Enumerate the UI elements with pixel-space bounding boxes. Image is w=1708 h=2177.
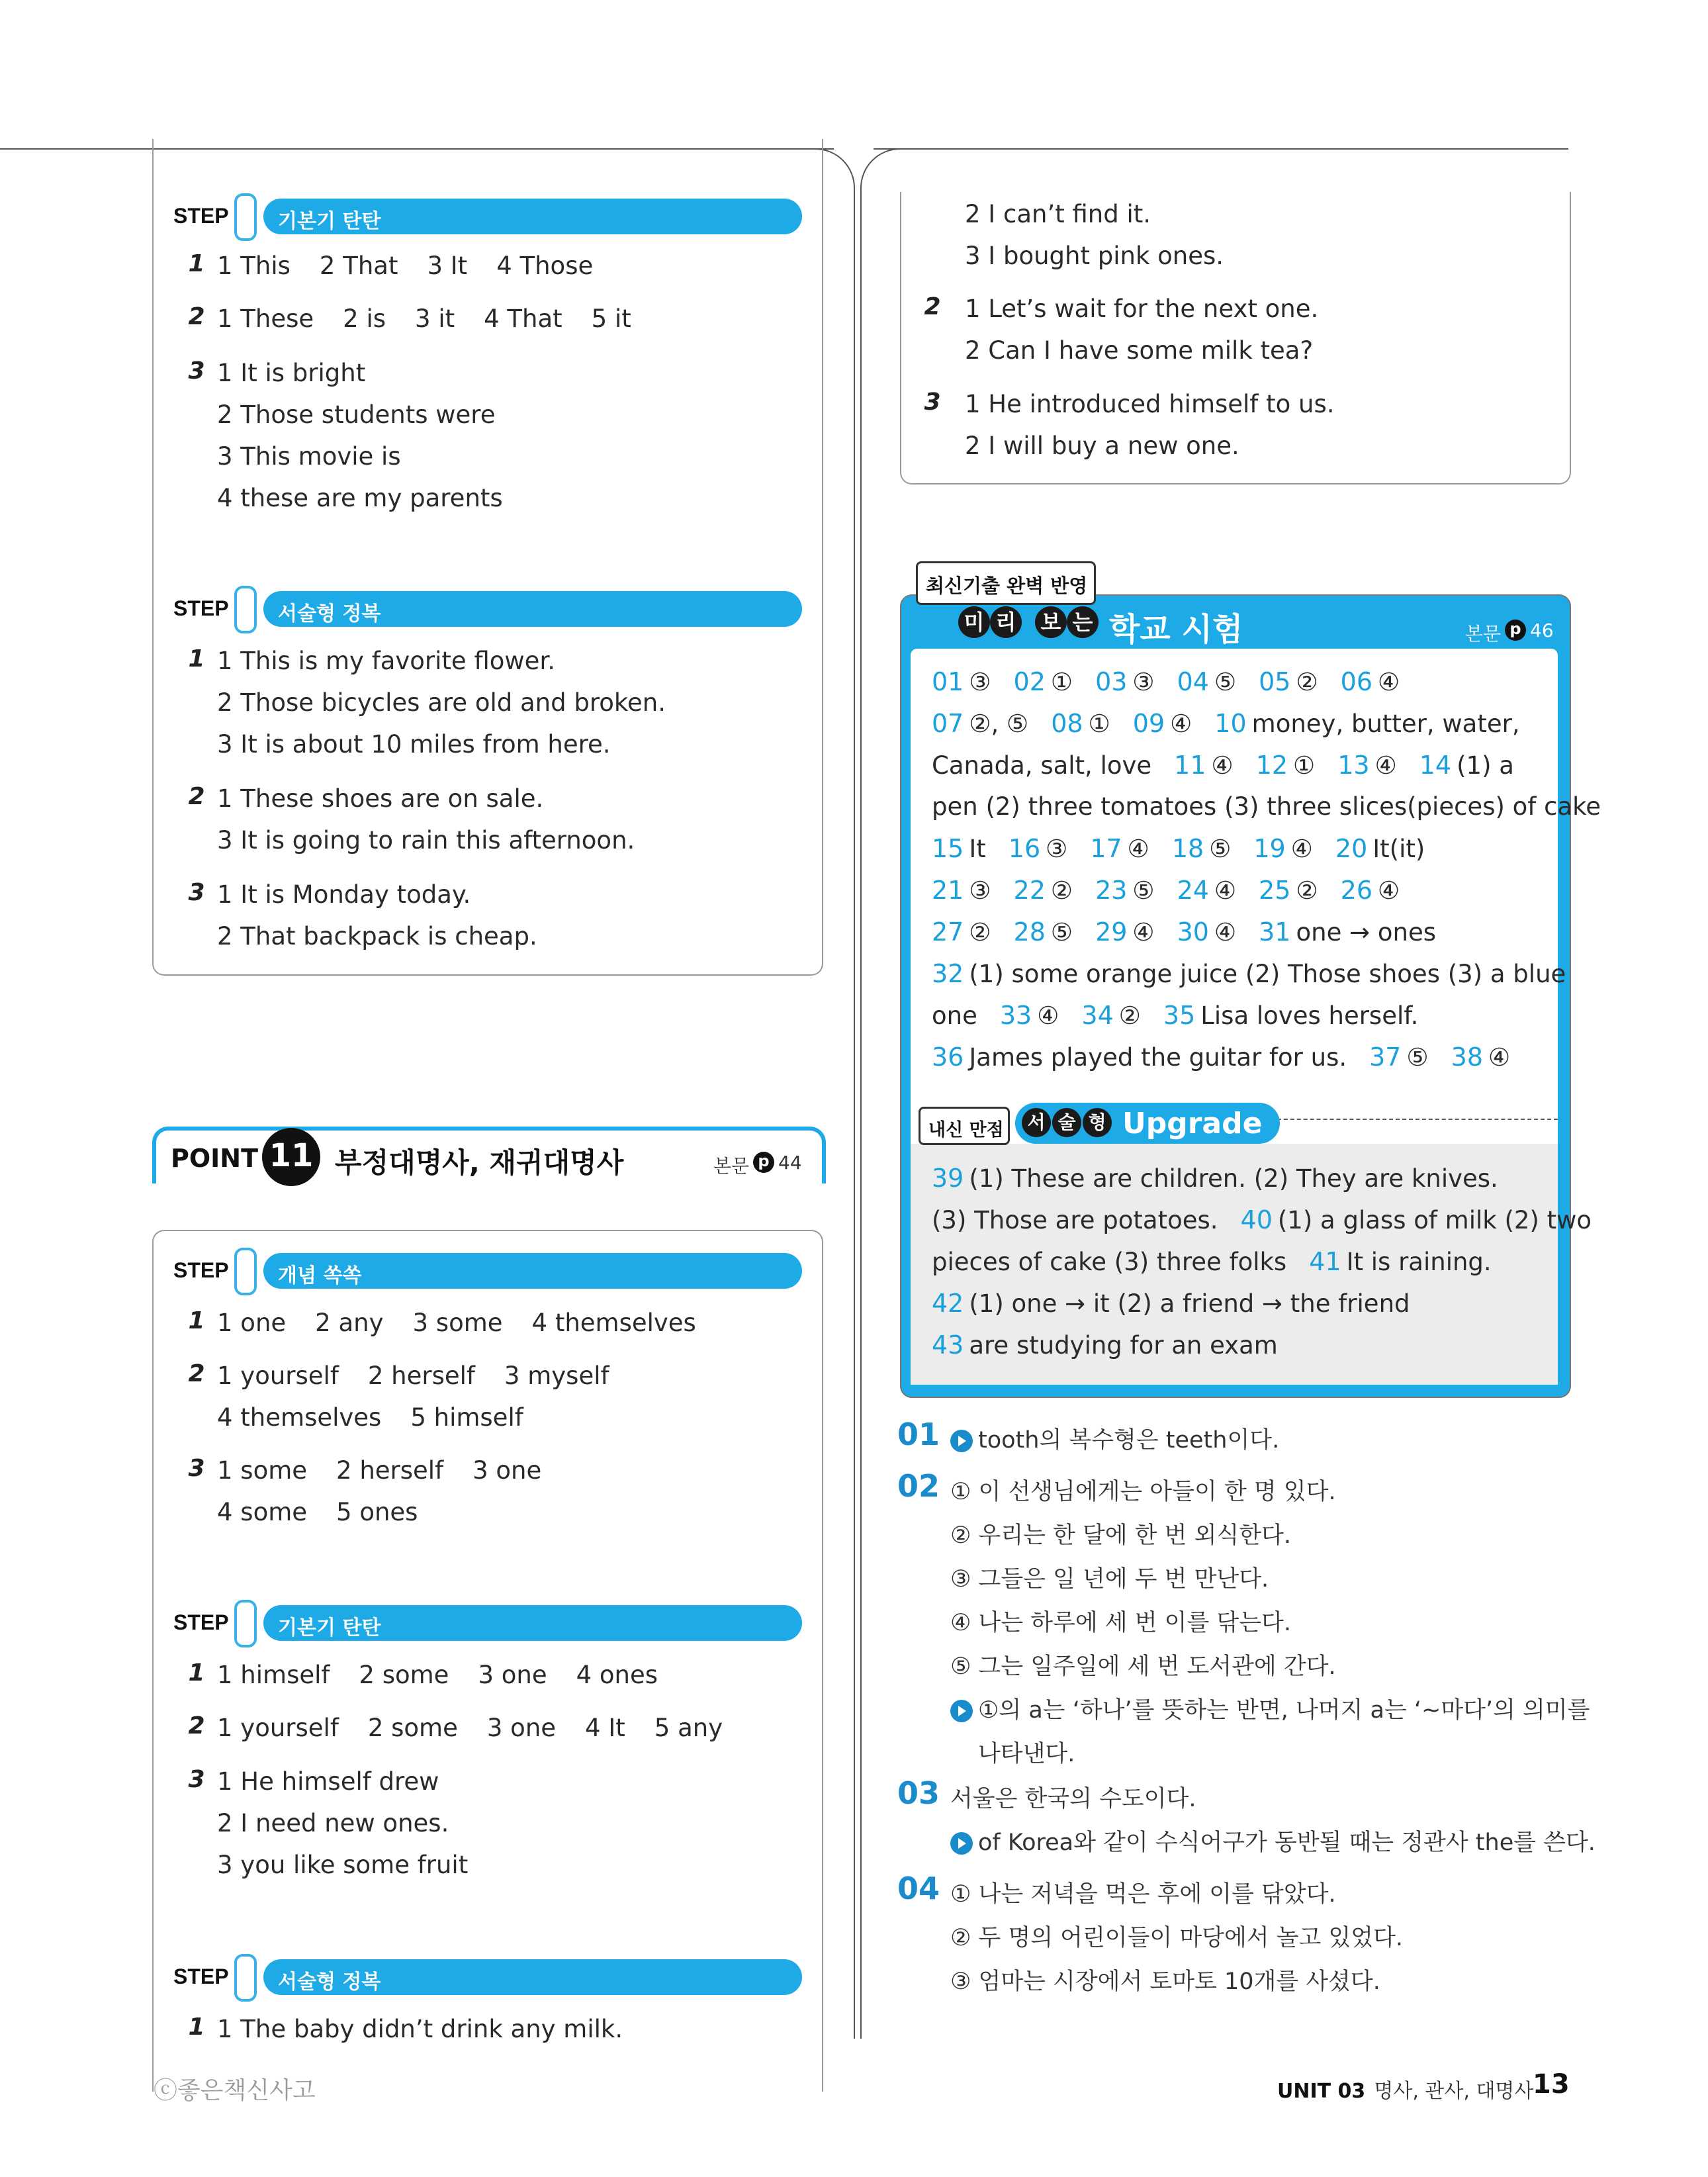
- answer-value: ②, ⑤: [969, 710, 1029, 738]
- answer-value: ②: [1296, 876, 1318, 905]
- answer-number: 30: [1177, 917, 1209, 947]
- step-label: STEP: [173, 1610, 229, 1634]
- spine-line-right: [860, 199, 862, 2039]
- answer-value: ④: [1170, 710, 1192, 738]
- answer-number: 33: [999, 1001, 1032, 1030]
- upgrade-chip: 서: [1022, 1108, 1051, 1137]
- answer-line: 2 I need new ones.: [217, 1809, 449, 1837]
- answer-row: [932, 751, 1514, 780]
- answer-number: 18: [1171, 834, 1204, 863]
- explain-number: 04: [897, 1871, 940, 1906]
- question-number-1: 1: [188, 250, 205, 277]
- answer-item: 4 ones: [576, 1661, 658, 1689]
- explain-note: [950, 1692, 1590, 1725]
- step-b-header-1: [173, 199, 802, 234]
- question-number-2: 2: [188, 1360, 205, 1387]
- step-letter-icon: [234, 586, 257, 633]
- answer-item: 1 These: [217, 304, 314, 333]
- step-letter-icon: [234, 1248, 257, 1295]
- answer-value: ④: [1211, 751, 1234, 780]
- step-title: 개념 쏙쏙: [278, 1264, 362, 1287]
- top-rule-right: [874, 148, 1568, 150]
- step-c-header-2: [173, 1959, 802, 1995]
- answer-item: 5 himself: [410, 1403, 523, 1432]
- answer-value: ①: [1050, 668, 1073, 696]
- answer-value: James played the guitar for us.: [969, 1043, 1347, 1072]
- answer-value: one → ones: [1296, 918, 1436, 947]
- answer-row: [932, 834, 1425, 863]
- upgrade-title-bar: [1015, 1103, 1280, 1144]
- answer-number: 39: [932, 1164, 964, 1193]
- answer-row: [932, 1042, 1510, 1072]
- answer-row: [932, 1330, 1278, 1360]
- answer-number: 19: [1253, 834, 1286, 863]
- answer-number: 13: [1337, 751, 1370, 780]
- question-number-2: 2: [188, 1712, 205, 1739]
- answer-number: 14: [1419, 751, 1452, 780]
- answer-value: (1) a: [1457, 751, 1514, 780]
- answer-number: 34: [1081, 1001, 1114, 1030]
- step-title-bar: [263, 1959, 802, 1995]
- question-number-1: 1: [188, 2014, 205, 2041]
- answer-row: [932, 1164, 1498, 1193]
- answer-row: [932, 1001, 1418, 1030]
- answer-item: 5 it: [591, 304, 631, 333]
- explain-line: ③ 그들은 일 년에 두 번 만난다.: [950, 1566, 1269, 1593]
- answer-value: (1) a glass of milk (2) two: [1277, 1206, 1592, 1234]
- note-arrow-icon: [950, 1832, 973, 1855]
- answer-number: 32: [932, 959, 964, 988]
- answer-number: 38: [1451, 1042, 1484, 1072]
- answer-value: pieces of cake (3) three folks: [932, 1248, 1287, 1276]
- answer-item: 2 any: [315, 1309, 384, 1337]
- answer-row: [932, 709, 1520, 738]
- answer-number: 05: [1259, 667, 1291, 696]
- answer-item: 1 some: [217, 1456, 308, 1485]
- answer-number: 25: [1259, 876, 1291, 905]
- answer-line: 1 It is bright: [217, 359, 366, 387]
- explain-number: 03: [897, 1775, 940, 1811]
- answer-number: 06: [1340, 667, 1373, 696]
- answer-value: ②: [969, 918, 991, 947]
- explain-note-cont: 나타낸다.: [978, 1741, 1075, 1767]
- answer-line: 2 Those bicycles are old and broken.: [217, 688, 666, 717]
- answer-item: 4 Those: [496, 252, 594, 280]
- answer-item: 5 any: [654, 1714, 723, 1742]
- upgrade-dashed-line: [1257, 1119, 1558, 1120]
- answer-value: ⑤: [1209, 835, 1232, 863]
- answer-row: [932, 876, 1400, 905]
- answer-item: 4 That: [484, 304, 562, 333]
- step-c-header-1: [173, 591, 802, 627]
- answer-number: 29: [1095, 917, 1128, 947]
- answer-value: (1) one → it (2) a friend → the friend: [969, 1289, 1410, 1318]
- answer-number: 07: [932, 709, 964, 738]
- answer-number: 42: [932, 1289, 964, 1318]
- answer-number: 41: [1309, 1247, 1341, 1276]
- answer-number: 20: [1335, 834, 1368, 863]
- answer-item: 3 It: [427, 252, 468, 280]
- answer-line: 2 Can I have some milk tea?: [965, 336, 1314, 365]
- answer-value: It(it): [1372, 835, 1425, 863]
- answer-item: 3 some: [412, 1309, 503, 1337]
- unit-title: 명사, 관사, 대명사: [1374, 2080, 1534, 2103]
- note-text: ①의 a는 ‘하나’를 뜻하는 반면, 나머지 a는 ‘~마다’의 의미를: [978, 1697, 1590, 1724]
- answer-row: [217, 1309, 696, 1337]
- point-title: 부정대명사, 재귀대명사: [335, 1146, 624, 1179]
- step-b-header-2: [173, 1605, 802, 1641]
- answer-item: 2 herself: [367, 1362, 475, 1390]
- footer-unit: [1277, 2074, 1533, 2104]
- answer-number: 23: [1095, 876, 1128, 905]
- answer-line: 2 I can’t find it.: [965, 200, 1151, 228]
- question-number-2: 2: [188, 783, 205, 810]
- step-title-bar: [263, 591, 802, 627]
- answer-value: ④: [1132, 918, 1155, 947]
- step-label: STEP: [173, 1965, 229, 1988]
- answer-number: 24: [1177, 876, 1209, 905]
- answer-number: 31: [1259, 917, 1291, 947]
- answer-value: ①: [1088, 710, 1110, 738]
- answer-number: 35: [1163, 1001, 1196, 1030]
- answer-item: 4 themselves: [217, 1403, 382, 1432]
- step-letter-icon: [234, 193, 257, 241]
- answer-item: 1 This: [217, 252, 291, 280]
- answer-row: [217, 1362, 609, 1390]
- point-header: [152, 1127, 821, 1182]
- answer-line: 3 I bought pink ones.: [965, 242, 1224, 270]
- question-number-1: 1: [188, 1307, 205, 1334]
- answer-item: 2 is: [343, 304, 386, 333]
- answer-value: ④: [1214, 876, 1237, 905]
- answer-value: ③: [1046, 835, 1068, 863]
- page-number: 13: [1533, 2069, 1570, 2100]
- answer-number: 09: [1132, 709, 1165, 738]
- answer-line: 1 He himself drew: [217, 1767, 439, 1796]
- explain-line: ④ 나는 하루에 세 번 이를 닦는다.: [950, 1610, 1291, 1636]
- explain-note: [950, 1422, 1279, 1455]
- step-title-bar: [263, 199, 802, 234]
- note-arrow-icon: [950, 1700, 973, 1722]
- answer-item: 2 That: [319, 252, 398, 280]
- answer-item: 1 yourself: [217, 1362, 339, 1390]
- answer-number: 27: [932, 917, 964, 947]
- upgrade-title: Upgrade: [1122, 1107, 1263, 1140]
- answer-value: ④: [1378, 668, 1400, 696]
- explain-line: ① 나는 저녁을 먹은 후에 이를 닦았다.: [950, 1881, 1336, 1908]
- answer-value: ④: [1127, 835, 1149, 863]
- answer-item: 4 It: [585, 1714, 625, 1742]
- answer-value: Lisa loves herself.: [1200, 1001, 1419, 1030]
- answer-number: 02: [1013, 667, 1046, 696]
- answer-value: ③: [969, 876, 991, 905]
- step-letter-icon: [234, 1954, 257, 2002]
- answer-number: 36: [932, 1042, 964, 1072]
- answer-number: 11: [1174, 751, 1206, 780]
- answer-value: ②: [1296, 668, 1318, 696]
- step-title: 서술형 정복: [278, 1970, 381, 1994]
- unit-label: UNIT 03: [1277, 2080, 1366, 2103]
- upgrade-tag-text: 내신 만점: [928, 1120, 1004, 1140]
- answer-number: 16: [1008, 834, 1041, 863]
- answer-line: 3 It is going to rain this afternoon.: [217, 826, 635, 855]
- question-number-3: 3: [188, 879, 205, 906]
- answer-value: ②: [1118, 1001, 1141, 1030]
- answer-value: are studying for an exam: [969, 1331, 1278, 1360]
- explain-line: 서울은 한국의 수도이다.: [950, 1786, 1196, 1812]
- answer-number: 43: [932, 1330, 964, 1360]
- step-title-bar: [263, 1605, 802, 1641]
- page-ref-badge: p: [1509, 620, 1521, 638]
- step-label: STEP: [173, 204, 229, 228]
- reference-page: 46: [1530, 620, 1554, 641]
- answer-item: 3 myself: [504, 1362, 609, 1390]
- answer-row: [932, 792, 1601, 821]
- answer-number: 22: [1013, 876, 1046, 905]
- question-number-2: 2: [924, 293, 941, 320]
- answer-row: [932, 917, 1436, 947]
- spine-line-left: [854, 199, 855, 2039]
- explain-note: [950, 1824, 1596, 1857]
- answer-number: 21: [932, 876, 964, 905]
- answer-row: [217, 1714, 723, 1742]
- answer-value: (1) some orange juice (2) Those shoes (3) a blue: [969, 960, 1566, 988]
- step-a-header-2: [173, 1253, 802, 1289]
- answer-value: ⑤: [1406, 1043, 1429, 1072]
- answer-value: ④: [1378, 876, 1400, 905]
- answer-item: 2 some: [359, 1661, 449, 1689]
- answer-number: 37: [1369, 1042, 1402, 1072]
- answer-number: 15: [932, 834, 964, 863]
- answer-line: 1 It is Monday today.: [217, 880, 471, 909]
- question-number-1: 1: [188, 1659, 205, 1687]
- answer-number: 03: [1095, 667, 1128, 696]
- upgrade-tag: [919, 1107, 1010, 1145]
- title-chip: 는: [1067, 606, 1099, 638]
- answer-item: 1 one: [217, 1309, 287, 1337]
- answer-row: [932, 1205, 1592, 1234]
- answer-line: 1 Let’s wait for the next one.: [965, 295, 1319, 323]
- answer-value: ⑤: [1214, 668, 1237, 696]
- answer-row: [217, 1661, 658, 1689]
- answer-number: 01: [932, 667, 964, 696]
- answer-number: 17: [1090, 834, 1122, 863]
- answer-value: ④: [1290, 835, 1313, 863]
- answer-number: 26: [1340, 876, 1373, 905]
- question-number-3: 3: [188, 357, 205, 385]
- explain-line: ② 우리는 한 달에 한 번 외식한다.: [950, 1522, 1291, 1549]
- reference-prefix: 본문: [1465, 623, 1502, 645]
- answer-value: one: [932, 1001, 977, 1030]
- answer-number: 12: [1255, 751, 1288, 780]
- answer-line: 1 He introduced himself to us.: [965, 390, 1335, 418]
- answer-value: ③: [969, 668, 991, 696]
- answer-line: 2 That backpack is cheap.: [217, 922, 537, 950]
- answer-item: 2 herself: [336, 1456, 444, 1485]
- step-title: 기본기 탄탄: [278, 210, 381, 233]
- answer-number: 28: [1013, 917, 1046, 947]
- answer-line: 3 It is about 10 miles from here.: [217, 730, 611, 759]
- step-label: STEP: [173, 1258, 229, 1282]
- answer-value: ④: [1488, 1043, 1511, 1072]
- answer-line: 1 The baby didn’t drink any milk.: [217, 2015, 623, 2043]
- answer-number: 04: [1177, 667, 1209, 696]
- answer-row: [217, 1403, 523, 1432]
- answer-item: 2 some: [367, 1714, 458, 1742]
- note-text: tooth의 복수형은 teeth이다.: [978, 1427, 1280, 1454]
- answer-item: 1 himself: [217, 1661, 330, 1689]
- question-number-1: 1: [188, 645, 205, 672]
- answer-number: 10: [1214, 709, 1247, 738]
- explain-line: ⑤ 그는 일주일에 세 번 도서관에 간다.: [950, 1653, 1336, 1680]
- answer-value: ④: [1374, 751, 1397, 780]
- note-text: of Korea와 같이 수식어구가 동반될 때는 정관사 the를 쓴다.: [978, 1830, 1596, 1856]
- answer-row: [217, 252, 593, 280]
- answer-number: 40: [1240, 1205, 1273, 1234]
- answer-item: 1 yourself: [217, 1714, 339, 1742]
- answer-line: 3 you like some fruit: [217, 1851, 469, 1879]
- answer-row: [217, 1498, 418, 1526]
- explain-line: ① 이 선생님에게는 아들이 한 명 있다.: [950, 1479, 1336, 1505]
- answer-line: 1 This is my favorite flower.: [217, 647, 555, 675]
- answer-row: [932, 1247, 1492, 1276]
- answer-value: pen (2) three tomatoes (3) three slices(pieces) of cake: [932, 792, 1601, 821]
- answer-value: ④: [1037, 1001, 1059, 1030]
- answer-value: (3) Those are potatoes.: [932, 1206, 1218, 1234]
- step-label: STEP: [173, 596, 229, 620]
- exam-title-text: 학교 시험: [1109, 611, 1243, 648]
- title-chip: 미: [958, 606, 990, 638]
- explain-number: 02: [897, 1468, 940, 1504]
- answer-value: It is raining.: [1346, 1248, 1492, 1276]
- upgrade-chip: 형: [1083, 1108, 1112, 1137]
- exam-tag: [916, 561, 1096, 605]
- answer-number: 08: [1051, 709, 1083, 738]
- answer-value: ③: [1132, 668, 1155, 696]
- answer-item: 3 one: [486, 1714, 557, 1742]
- step-title: 서술형 정복: [278, 602, 381, 625]
- answer-value: ⑤: [1132, 876, 1155, 905]
- answer-value: ②: [1050, 876, 1073, 905]
- answer-value: ①: [1293, 751, 1316, 780]
- answer-row: [217, 304, 631, 333]
- answer-value: Canada, salt, love: [932, 751, 1152, 780]
- page-ref-badge: p: [758, 1152, 770, 1170]
- answer-row: [217, 1456, 541, 1485]
- step-letter-icon: [234, 1600, 257, 1647]
- answer-line: 4 these are my parents: [217, 484, 503, 512]
- answer-item: 4 themselves: [531, 1309, 696, 1337]
- title-chip: 리: [990, 606, 1022, 638]
- question-number-3: 3: [188, 1766, 205, 1793]
- answer-value: ④: [1214, 918, 1237, 947]
- question-number-2: 2: [188, 303, 205, 330]
- reference-page: 44: [778, 1152, 802, 1174]
- question-number-3: 3: [924, 389, 941, 416]
- answer-value: It: [969, 835, 986, 863]
- answer-value: (1) These are children. (2) They are knives.: [969, 1164, 1498, 1193]
- answer-item: 4 some: [217, 1498, 308, 1526]
- answer-item: 5 ones: [336, 1498, 418, 1526]
- title-chip: 보: [1035, 606, 1067, 638]
- answer-line: 2 Those students were: [217, 400, 496, 429]
- explain-line: ② 두 명의 어린이들이 마당에서 놀고 있었다.: [950, 1925, 1404, 1951]
- answer-line: 2 I will buy a new one.: [965, 432, 1239, 460]
- upgrade-chip: 술: [1052, 1108, 1081, 1137]
- question-number-3: 3: [188, 1455, 205, 1482]
- publisher: ⓒ좋은책신사고: [154, 2077, 316, 2104]
- point-label: POINT: [171, 1144, 259, 1173]
- answer-row: [932, 1289, 1410, 1318]
- reference-prefix: 본문: [713, 1155, 750, 1177]
- answer-line: 3 This movie is: [217, 442, 401, 471]
- note-arrow-icon: [950, 1430, 973, 1452]
- point-number: 11: [269, 1137, 314, 1174]
- answer-item: 3 one: [472, 1456, 542, 1485]
- answer-line: 1 These shoes are on sale.: [217, 784, 544, 813]
- answer-value: ⑤: [1050, 918, 1073, 947]
- answer-row: [932, 959, 1566, 988]
- explain-number: 01: [897, 1416, 940, 1452]
- step-title-bar: [263, 1253, 802, 1289]
- step-title: 기본기 탄탄: [278, 1616, 381, 1640]
- answer-value: money, butter, water,: [1251, 710, 1520, 738]
- answer-row: [932, 667, 1400, 696]
- answer-item: 3 it: [415, 304, 455, 333]
- explain-line: ③ 엄마는 시장에서 토마토 10개를 사셨다.: [950, 1969, 1380, 1995]
- answer-item: 3 one: [478, 1661, 547, 1689]
- exam-tag-text: 최신기출 완벽 반영: [926, 575, 1088, 597]
